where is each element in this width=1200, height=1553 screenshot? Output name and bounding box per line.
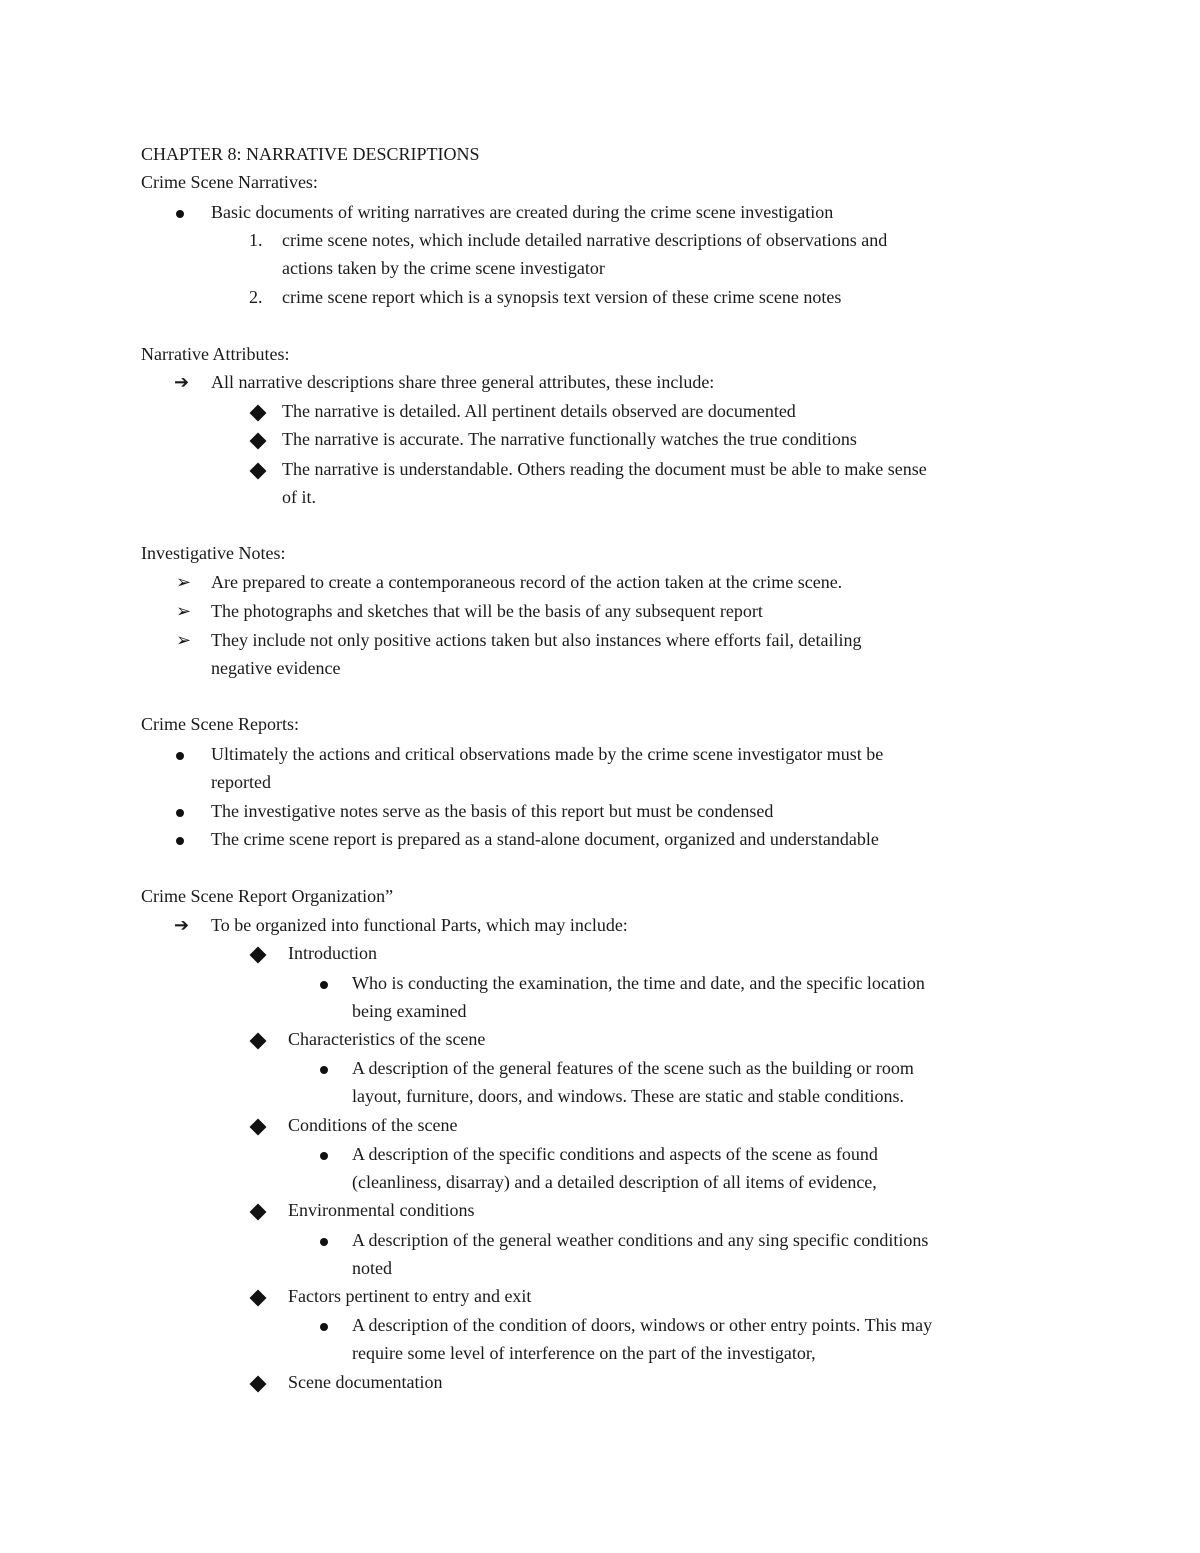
- list-item-continuation: being examined: [352, 1001, 467, 1021]
- list-item: Characteristics of the scene: [288, 1029, 486, 1049]
- list-item-continuation: require some level of interference on the part of the investigator,: [352, 1343, 816, 1363]
- list-item: Conditions of the scene: [288, 1115, 458, 1135]
- list-number: 1.: [249, 230, 263, 250]
- list-item: Are prepared to create a contemporaneous record of the action taken at the crime scene.: [211, 572, 843, 592]
- list-item-continuation: negative evidence: [211, 658, 341, 678]
- bullet-dot-icon: [320, 1226, 328, 1254]
- list-item: crime scene notes, which include detailed narrative descriptions of observations and: [282, 230, 888, 250]
- bullet-dot-icon: [176, 740, 184, 768]
- section-heading-report-organization: Crime Scene Report Organization”: [141, 886, 394, 906]
- list-item: The narrative is accurate. The narrative functionally watches the true conditions: [282, 429, 857, 449]
- list-item-continuation: (cleanliness, disarray) and a detailed description of all items of evidence,: [352, 1172, 877, 1192]
- list-item: The narrative is detailed. All pertinent details observed are documented: [282, 401, 796, 421]
- list-item: The photographs and sketches that will be the basis of any subsequent report: [211, 601, 763, 621]
- list-item: Who is conducting the examination, the time and date, and the specific location: [352, 973, 925, 993]
- bullet-dot-icon: [176, 797, 184, 825]
- section-heading-narrative-attributes: Narrative Attributes:: [141, 344, 290, 364]
- list-item: The crime scene report is prepared as a stand-alone document, organized and understandable: [211, 829, 879, 849]
- bullet-dot-icon: [320, 969, 328, 997]
- list-item: A description of the general weather conditions and any sing specific conditions: [352, 1230, 929, 1250]
- list-item-continuation: reported: [211, 772, 271, 792]
- arrow-bullet-icon: ➔: [174, 372, 190, 392]
- diamond-bullet-icon: [252, 939, 264, 967]
- list-item: Basic documents of writing narratives are created during the crime scene investigation: [211, 202, 834, 222]
- list-item: Factors pertinent to entry and exit: [288, 1286, 532, 1306]
- arrowhead-bullet-icon: ➢: [176, 630, 192, 650]
- arrowhead-bullet-icon: ➢: [176, 572, 192, 592]
- diamond-bullet-icon: [252, 425, 264, 453]
- diamond-bullet-icon: [252, 1111, 264, 1139]
- list-item: The investigative notes serve as the basis of this report but must be condensed: [211, 801, 774, 821]
- arrow-bullet-icon: ➔: [174, 915, 190, 935]
- arrowhead-bullet-icon: ➢: [176, 601, 192, 621]
- list-item: A description of the specific conditions and aspects of the scene as found: [352, 1144, 878, 1164]
- section-heading-crime-scene-narratives: Crime Scene Narratives:: [141, 172, 318, 192]
- diamond-bullet-icon: [252, 1282, 264, 1310]
- list-item: They include not only positive actions taken but also instances where efforts fail, detailing: [211, 630, 862, 650]
- list-number: 2.: [249, 287, 263, 307]
- list-item: A description of the general features of the scene such as the building or room: [352, 1058, 914, 1078]
- section-heading-crime-scene-reports: Crime Scene Reports:: [141, 714, 299, 734]
- list-item: To be organized into functional Parts, which may include:: [211, 915, 628, 935]
- list-item: Environmental conditions: [288, 1200, 475, 1220]
- bullet-dot-icon: [320, 1140, 328, 1168]
- list-item: Scene documentation: [288, 1372, 443, 1392]
- diamond-bullet-icon: [252, 1025, 264, 1053]
- page-title: CHAPTER 8: NARRATIVE DESCRIPTIONS: [141, 144, 480, 164]
- list-item: A description of the condition of doors, windows or other entry points. This may: [352, 1315, 933, 1335]
- list-item-continuation: of it.: [282, 487, 316, 507]
- bullet-dot-icon: [320, 1311, 328, 1339]
- list-item-continuation: layout, furniture, doors, and windows. These are static and stable conditions.: [352, 1086, 905, 1106]
- diamond-bullet-icon: [252, 1368, 264, 1396]
- diamond-bullet-icon: [252, 1196, 264, 1224]
- bullet-dot-icon: [320, 1054, 328, 1082]
- bullet-dot-icon: [176, 198, 184, 226]
- diamond-bullet-icon: [252, 455, 264, 483]
- list-item: The narrative is understandable. Others reading the document must be able to make sense: [282, 459, 927, 479]
- diamond-bullet-icon: [252, 397, 264, 425]
- list-item-continuation: actions taken by the crime scene investigator: [282, 258, 605, 278]
- list-item: crime scene report which is a synopsis text version of these crime scene notes: [282, 287, 842, 307]
- section-heading-investigative-notes: Investigative Notes:: [141, 543, 286, 563]
- list-item-continuation: noted: [352, 1258, 392, 1278]
- list-item: All narrative descriptions share three general attributes, these include:: [211, 372, 715, 392]
- bullet-dot-icon: [176, 825, 184, 853]
- list-item: Introduction: [288, 943, 377, 963]
- list-item: Ultimately the actions and critical observations made by the crime scene investigator must be: [211, 744, 884, 764]
